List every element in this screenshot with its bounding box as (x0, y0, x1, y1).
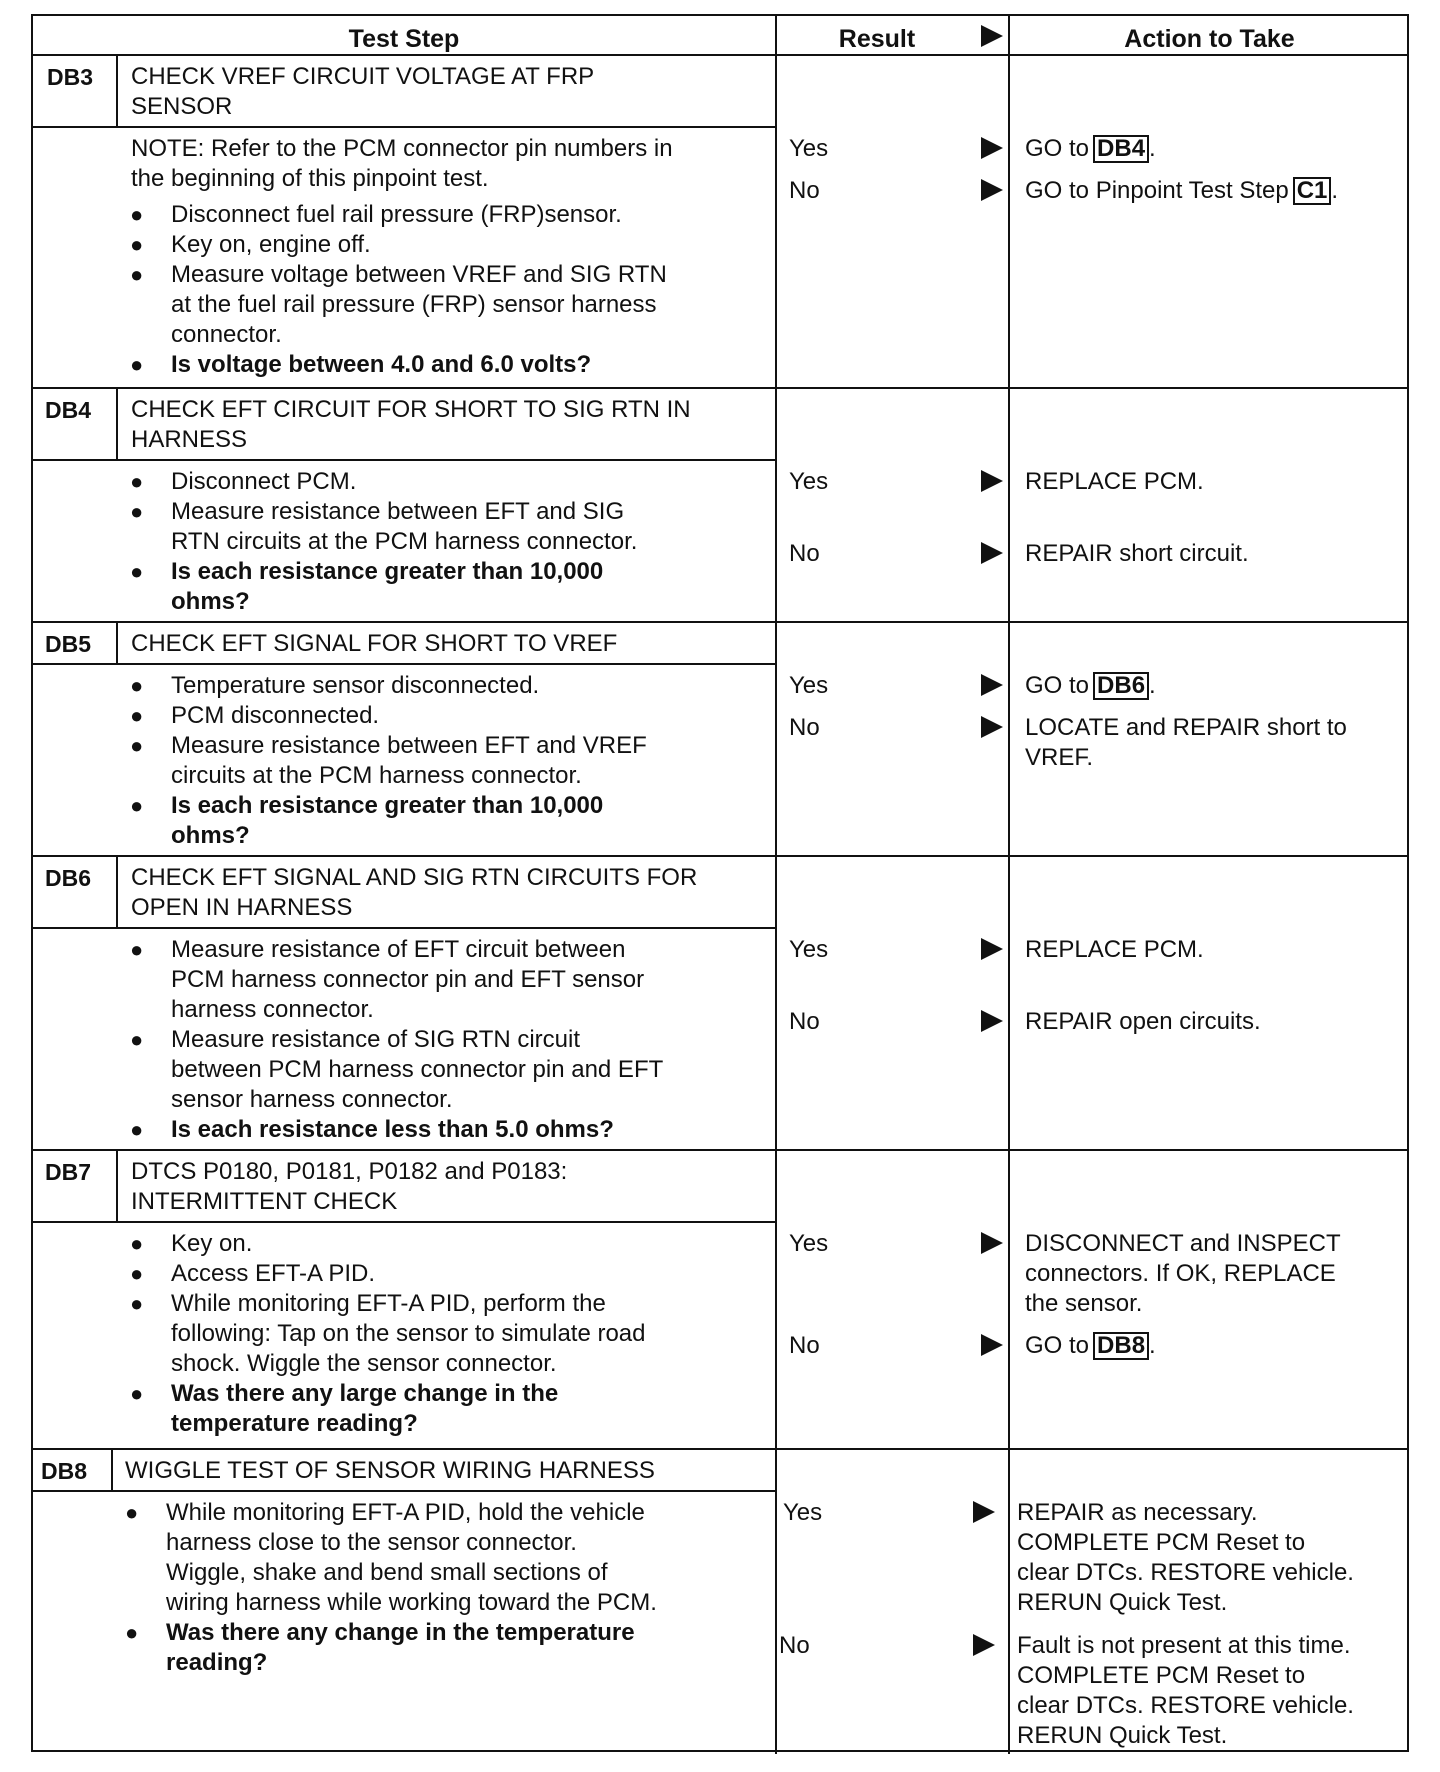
question-text: Is each resistance greater than 10,000 (171, 792, 604, 819)
step-title-db5: CHECK EFT SIGNAL FOR SHORT TO VREF (131, 630, 618, 657)
action-no: VREF. (1025, 744, 1094, 771)
action-yes: DISCONNECT and INSPECT (1025, 1230, 1341, 1257)
result-yes: Yes (789, 936, 829, 963)
step-title-db4: CHECK EFT CIRCUIT FOR SHORT TO SIG RTN IN (131, 396, 691, 423)
step-title-db4: HARNESS (131, 426, 248, 453)
step-divider (33, 1149, 1409, 1151)
instruction-text: connector. (171, 321, 282, 348)
instruction-text: Wiggle, shake and bend small sections of (166, 1559, 608, 1586)
step-id-db3: DB3 (47, 64, 94, 90)
bullet-icon: ● (125, 1620, 139, 1645)
result-yes: Yes (789, 672, 829, 699)
result-yes: Yes (789, 1230, 829, 1257)
step-id-divider (116, 623, 118, 663)
result-yes: Yes (783, 1499, 823, 1526)
question-text: Is each resistance greater than 10,000 (171, 558, 604, 585)
action-yes: GO to DB6 . (1025, 672, 1156, 699)
instruction-text: shock. Wiggle the sensor connector. (171, 1350, 557, 1377)
step-divider (33, 621, 1409, 623)
instruction-text: following: Tap on the sensor to simulate road (171, 1320, 646, 1347)
header-arrow-icon (981, 25, 1003, 47)
action-yes: REPLACE PCM. (1025, 936, 1204, 963)
result-no: No (789, 540, 820, 567)
instruction-text: sensor harness connector. (171, 1086, 453, 1113)
result-no: No (789, 177, 820, 204)
bullet-icon: ● (125, 1500, 139, 1525)
instruction-text: Measure voltage between VREF and SIG RTN (171, 261, 667, 288)
action-yes: REPAIR as necessary. (1017, 1499, 1258, 1526)
step-note-db3: NOTE: Refer to the PCM connector pin numbers in (131, 135, 673, 162)
step-id-db8: DB8 (41, 1458, 88, 1484)
step-id-divider (116, 1151, 118, 1221)
action-no: Fault is not present at this time. (1017, 1632, 1351, 1659)
result-arrow-icon (981, 1010, 1003, 1032)
step-title-db6: CHECK EFT SIGNAL AND SIG RTN CIRCUITS FOR (131, 864, 698, 891)
header-result: Result (838, 25, 916, 53)
step-title-db3: CHECK VREF CIRCUIT VOLTAGE AT FRP (131, 63, 595, 90)
instruction-text: harness close to the sensor connector. (166, 1529, 577, 1556)
question-text: reading? (166, 1649, 268, 1676)
question-text: ohms? (171, 588, 250, 615)
instruction-text: Access EFT-A PID. (171, 1260, 376, 1287)
step-id-db5: DB5 (45, 631, 92, 657)
result-arrow-icon (973, 1501, 995, 1523)
step-id-divider (116, 56, 118, 126)
title-divider (33, 459, 775, 461)
question-text: Was there any change in the temperature (166, 1619, 635, 1646)
instruction-text: RTN circuits at the PCM harness connector. (171, 528, 638, 555)
result-arrow-icon (981, 674, 1003, 696)
action-no: GO to Pinpoint Test Step C1 . (1025, 177, 1339, 204)
bullet-icon: ● (130, 499, 144, 524)
question-text: Was there any large change in the (171, 1380, 559, 1407)
result-arrow-icon (981, 1334, 1003, 1356)
title-divider (33, 1490, 775, 1492)
step-divider (33, 1448, 1409, 1450)
instruction-text: Measure resistance between EFT and SIG (171, 498, 625, 525)
step-ref-c1[interactable]: C1 (1293, 177, 1332, 205)
result-arrow-icon (973, 1634, 995, 1656)
bullet-icon: ● (130, 1027, 144, 1052)
column-divider (1008, 16, 1010, 1754)
bullet-icon: ● (130, 793, 144, 818)
step-title-db3: SENSOR (131, 93, 233, 120)
action-no: clear DTCs. RESTORE vehicle. (1017, 1692, 1354, 1719)
instruction-text: circuits at the PCM harness connector. (171, 762, 582, 789)
bullet-icon: ● (130, 1117, 144, 1142)
action-yes: REPLACE PCM. (1025, 468, 1204, 495)
step-title-db7: INTERMITTENT CHECK (131, 1188, 398, 1215)
question-text: ohms? (171, 822, 250, 849)
instruction-text: Key on. (171, 1230, 253, 1257)
result-arrow-icon (981, 938, 1003, 960)
result-arrow-icon (981, 542, 1003, 564)
column-divider (775, 16, 777, 1754)
step-id-divider (116, 857, 118, 927)
result-no: No (789, 1332, 820, 1359)
bullet-icon: ● (130, 1231, 144, 1256)
instruction-text: Measure resistance between EFT and VREF (171, 732, 647, 759)
bullet-icon: ● (130, 559, 144, 584)
step-id-divider (111, 1450, 113, 1490)
step-title-db7: DTCS P0180, P0181, P0182 and P0183: (131, 1158, 568, 1185)
step-ref-db6[interactable]: DB6 (1093, 672, 1149, 700)
step-id-db4: DB4 (45, 397, 92, 423)
action-no: REPAIR open circuits. (1025, 1008, 1261, 1035)
result-arrow-icon (981, 1232, 1003, 1254)
instruction-text: PCM harness connector pin and EFT sensor (171, 966, 645, 993)
instruction-text: While monitoring EFT-A PID, perform the (171, 1290, 606, 1317)
bullet-icon: ● (130, 469, 144, 494)
action-no: RERUN Quick Test. (1017, 1722, 1228, 1749)
result-yes: Yes (789, 135, 829, 162)
step-divider (33, 855, 1409, 857)
action-no: LOCATE and REPAIR short to (1025, 714, 1347, 741)
result-arrow-icon (981, 470, 1003, 492)
step-id-divider (116, 389, 118, 459)
header-test-step: Test Step (348, 25, 460, 53)
action-yes: RERUN Quick Test. (1017, 1589, 1228, 1616)
instruction-text: Measure resistance of EFT circuit between (171, 936, 626, 963)
bullet-icon: ● (130, 1291, 144, 1316)
step-divider (33, 387, 1409, 389)
title-divider (33, 1221, 775, 1223)
question-text: Is each resistance less than 5.0 ohms? (171, 1116, 614, 1143)
step-title-db8: WIGGLE TEST OF SENSOR WIRING HARNESS (125, 1457, 655, 1484)
instruction-text: Disconnect fuel rail pressure (FRP)sensor. (171, 201, 622, 228)
bullet-icon: ● (130, 1261, 144, 1286)
bullet-icon: ● (130, 202, 144, 227)
header-action: Action to Take (1124, 25, 1295, 53)
question-text: temperature reading? (171, 1410, 418, 1437)
action-yes: connectors. If OK, REPLACE (1025, 1260, 1336, 1287)
bullet-icon: ● (130, 262, 144, 287)
step-ref-db8[interactable]: DB8 (1093, 1332, 1149, 1360)
header-divider (33, 54, 1409, 56)
instruction-text: Key on, engine off. (171, 231, 371, 258)
bullet-icon: ● (130, 733, 144, 758)
instruction-text: PCM disconnected. (171, 702, 380, 729)
step-note-db3: the beginning of this pinpoint test. (131, 165, 489, 192)
instruction-text: Disconnect PCM. (171, 468, 357, 495)
action-yes: the sensor. (1025, 1290, 1143, 1317)
title-divider (33, 663, 775, 665)
action-yes: COMPLETE PCM Reset to (1017, 1529, 1306, 1556)
result-no: No (789, 1008, 820, 1035)
instruction-text: Measure resistance of SIG RTN circuit (171, 1026, 581, 1053)
instruction-text: wiring harness while working toward the PCM. (166, 1589, 657, 1616)
title-divider (33, 927, 775, 929)
action-no: GO to DB8 . (1025, 1332, 1156, 1359)
instruction-text: harness connector. (171, 996, 374, 1023)
bullet-icon: ● (130, 232, 144, 257)
instruction-text: between PCM harness connector pin and EFT (171, 1056, 664, 1083)
action-no: COMPLETE PCM Reset to (1017, 1662, 1306, 1689)
instruction-text: Temperature sensor disconnected. (171, 672, 540, 699)
result-arrow-icon (981, 716, 1003, 738)
result-arrow-icon (981, 179, 1003, 201)
bullet-icon: ● (130, 937, 144, 962)
action-no: REPAIR short circuit. (1025, 540, 1249, 567)
title-divider (33, 126, 775, 128)
action-yes: GO to DB4 . (1025, 135, 1156, 162)
instruction-text: While monitoring EFT-A PID, hold the vehicle (166, 1499, 645, 1526)
step-title-db6: OPEN IN HARNESS (131, 894, 353, 921)
instruction-text: at the fuel rail pressure (FRP) sensor harness (171, 291, 657, 318)
action-yes: clear DTCs. RESTORE vehicle. (1017, 1559, 1354, 1586)
step-ref-db4[interactable]: DB4 (1093, 135, 1149, 163)
step-id-db7: DB7 (45, 1159, 92, 1185)
result-arrow-icon (981, 137, 1003, 159)
result-yes: Yes (789, 468, 829, 495)
question-text: Is voltage between 4.0 and 6.0 volts? (171, 351, 592, 378)
bullet-icon: ● (130, 1381, 144, 1406)
result-no: No (789, 714, 820, 741)
step-id-db6: DB6 (45, 865, 92, 891)
result-no: No (779, 1632, 810, 1659)
bullet-icon: ● (130, 352, 144, 377)
bullet-icon: ● (130, 703, 144, 728)
bullet-icon: ● (130, 673, 144, 698)
pinpoint-test-table (31, 14, 1409, 1752)
